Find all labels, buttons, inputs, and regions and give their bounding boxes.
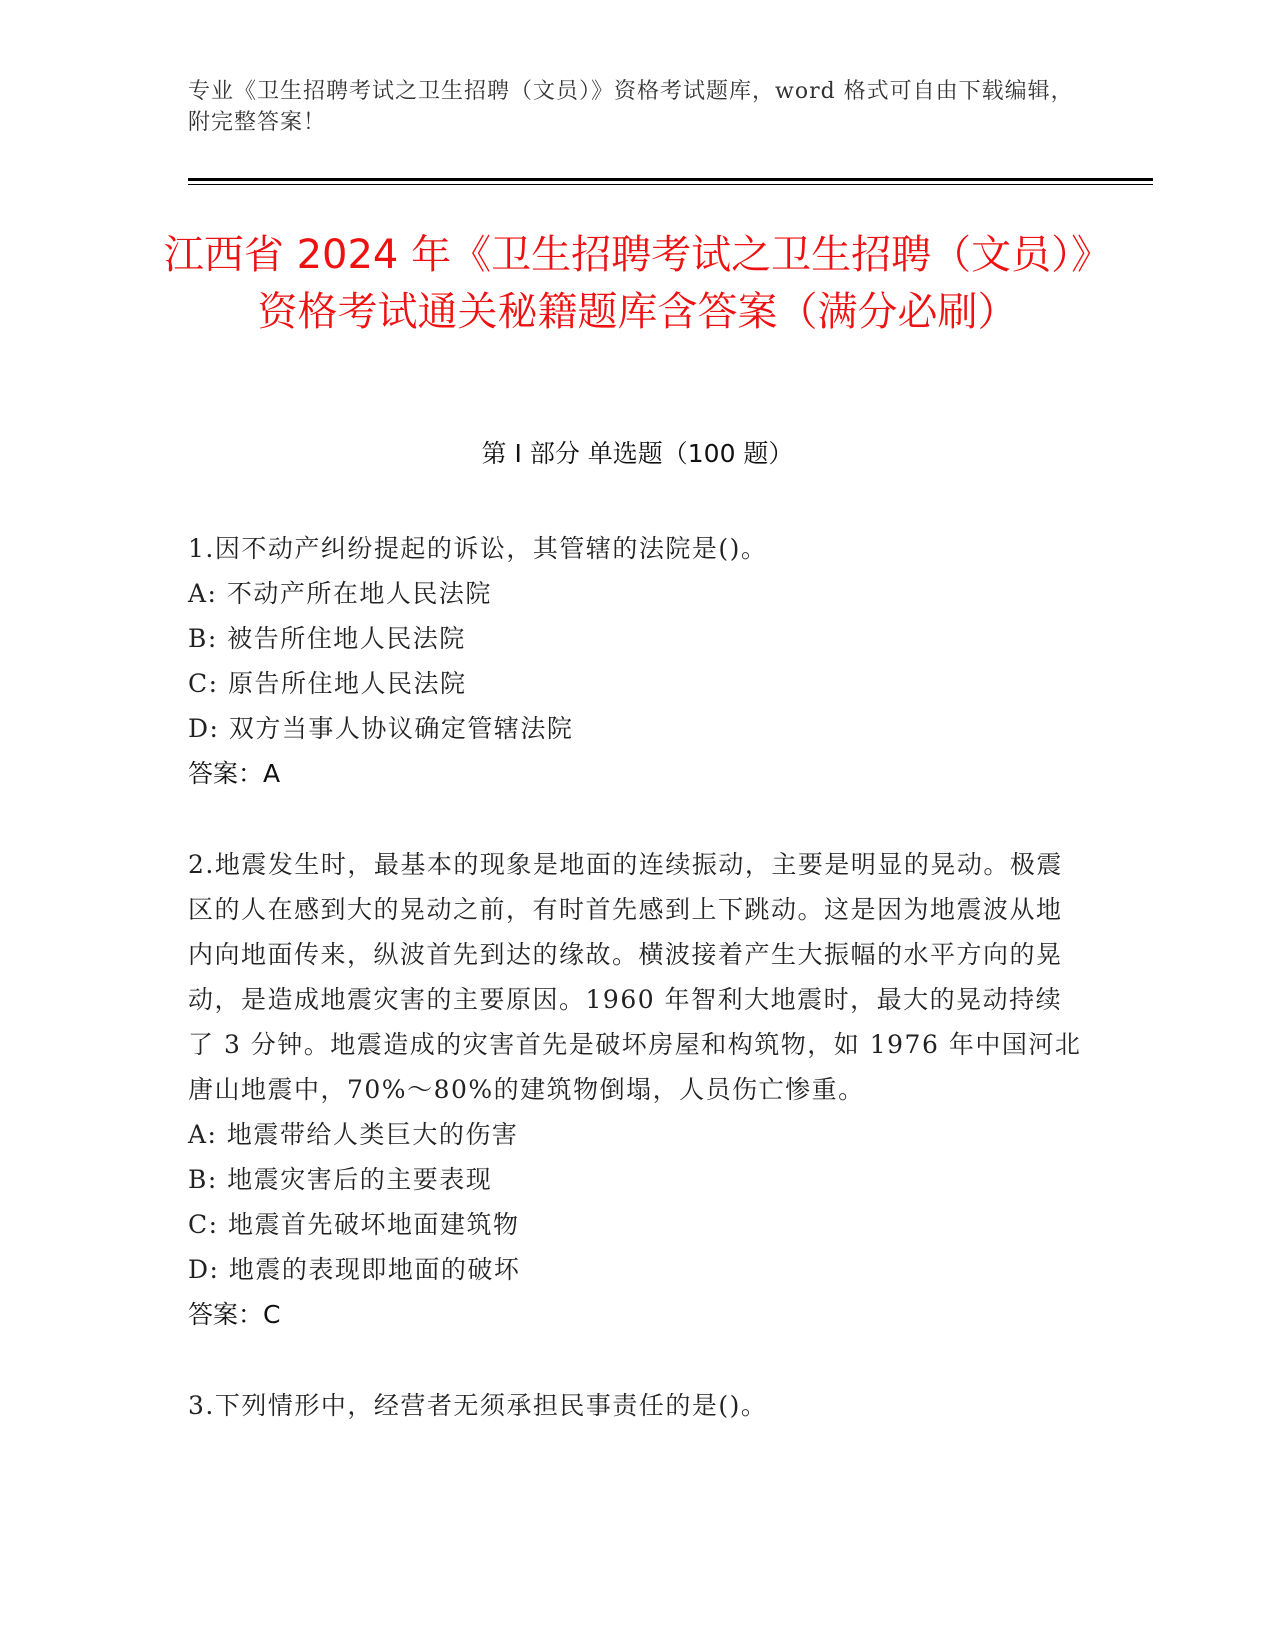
header-note: 专业《卫生招聘考试之卫生招聘（文员）》资格考试题库，word 格式可自由下载编辑，附完整答案！ [188, 79, 1074, 135]
question-1 [188, 526, 1088, 796]
option-a: A: 不动产所在地人民法院 [188, 579, 492, 608]
question-stem: 2.地震发生时，最基本的现象是地面的连续振动，主要是明显的晃动。极震区的人在感到大的晃动之前，有时首先感到上下跳动。这是因为地震波从地内向地面传来，纵波首先到达的缘故。横波接着产生大振幅的水平方向的晃动，是造成地震灾害的主要原因。1960 年智利大地震时，最大的晃动持续了 3 分钟。地震造成的灾害首先是破坏房屋和构筑物，如 1976 年中国河北唐山地震中，70%～80%的建筑物倒塌，人员伤亡惨重。 [188, 850, 1082, 1104]
answer: 答案：C [188, 1300, 281, 1329]
option-c: C: 地震首先破坏地面建筑物 [188, 1210, 520, 1239]
question-stem: 3.下列情形中，经营者无须承担民事责任的是()。 [188, 1391, 768, 1420]
option-c: C: 原告所住地人民法院 [188, 669, 467, 698]
header-divider-thin [188, 184, 1153, 185]
section-heading: 第 I 部分 单选题（100 题） [481, 439, 794, 468]
answer: 答案：A [188, 759, 281, 788]
option-b: B: 地震灾害后的主要表现 [188, 1165, 493, 1194]
question-3 [188, 1383, 1088, 1428]
option-b: B: 被告所住地人民法院 [188, 624, 466, 653]
question-stem: 1.因不动产纠纷提起的诉讼，其管辖的法院是()。 [188, 534, 768, 563]
header-divider-thick [188, 178, 1153, 181]
document-title: 江西省 2024 年《卫生招聘考试之卫生招聘（文员）》资格考试通关秘籍题库含答案（满分必刷） [163, 232, 1112, 335]
question-list [188, 526, 1088, 1474]
option-d: D: 地震的表现即地面的破坏 [188, 1255, 521, 1284]
question-2 [188, 842, 1088, 1337]
option-d: D: 双方当事人协议确定管辖法院 [188, 714, 574, 743]
option-a: A: 地震带给人类巨大的伤害 [188, 1120, 519, 1149]
